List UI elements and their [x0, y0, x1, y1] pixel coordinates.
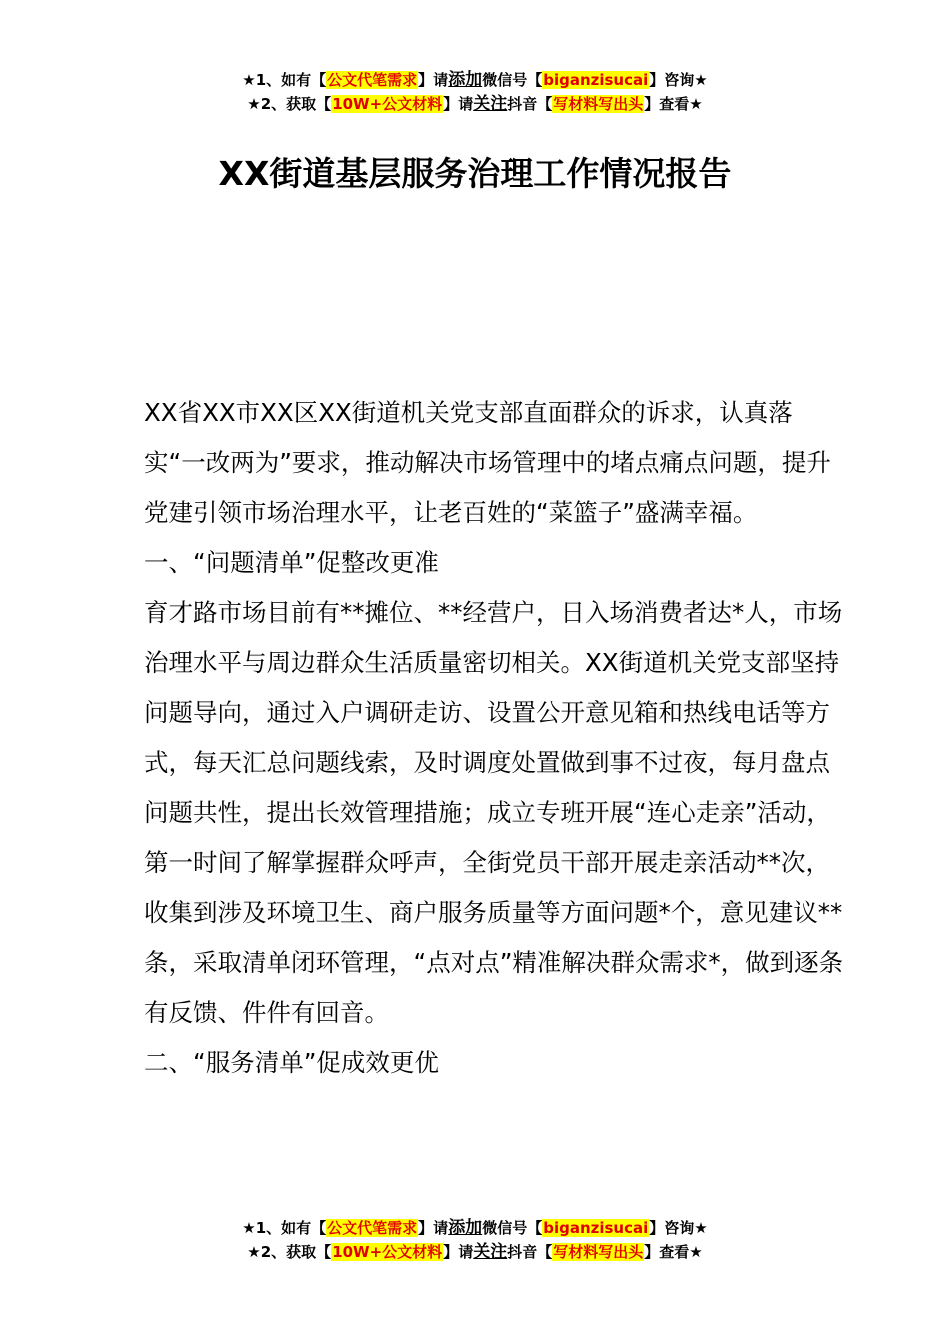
- promo-highlight: 10W+公文材料: [332, 95, 443, 113]
- promo-text: 微信号【: [482, 71, 543, 89]
- promo-suffix: 】咨询★: [649, 71, 708, 89]
- promo-text: 】请: [418, 1219, 449, 1237]
- promo-suffix: 】咨询★: [649, 1219, 708, 1237]
- body-paragraph: XX省XX市XX区XX街道机关党支部直面群众的诉求，认真落实“一改两为”要求，推动解决市场管理中的堵点痛点问题，提升党建引领市场治理水平，让老百姓的“菜篮子”盛满幸福。: [144, 398, 831, 527]
- promo-underline: 添加: [448, 1218, 483, 1238]
- promo-suffix: 】查看★: [644, 95, 703, 113]
- promo-text: 】请: [418, 71, 449, 89]
- promo-highlight: 公文代笔需求: [327, 71, 418, 89]
- promo-highlight: 公文代笔需求: [327, 1219, 418, 1237]
- body-paragraph: 育才路市场目前有**摊位、**经营户，日入场消费者达*人，市场治理水平与周边群众生活质量密切相关。XX街道机关党支部坚持问题导向，通过入户调研走访、设置公开意见箱和热线电话等方式，每天汇总问题线索，及时调度处置做到事不过夜，每月盘点问题共性，提出长效管理措施；成立专班开展“连心走亲”活动，第一时间了解掌握群众呼声，全街党员干部开展走亲活动**次，收集到涉及环境卫生、商户服务质量等方面问题*个，意见建议**条，采取清单闭环管理，“点对点”精准解决群众需求*，做到逐条有反馈、件件有回音。: [144, 598, 844, 1027]
- promo-text: 抖音【: [507, 1243, 553, 1261]
- promo-douyin-id: 写材料写出头: [553, 1243, 644, 1261]
- promo-line-1: [0, 68, 950, 92]
- document-body: [144, 388, 844, 1088]
- promo-prefix: ★1、如有【: [242, 71, 327, 89]
- promo-wechat-id: biganzisucai: [543, 1219, 649, 1237]
- promo-line-1: [0, 1216, 950, 1240]
- promo-text: 抖音【: [507, 95, 553, 113]
- promo-underline: 关注: [473, 94, 508, 114]
- promo-wechat-id: biganzisucai: [543, 71, 649, 89]
- promo-line-2: [0, 92, 950, 116]
- promo-suffix: 】查看★: [644, 1243, 703, 1261]
- promo-text: 微信号【: [482, 1219, 543, 1237]
- promo-prefix: ★1、如有【: [242, 1219, 327, 1237]
- promo-underline: 关注: [473, 1242, 508, 1262]
- promo-banner-top: [0, 68, 950, 116]
- promo-text: 】请: [443, 95, 474, 113]
- promo-highlight: 10W+公文材料: [332, 1243, 443, 1261]
- document-title: XX街道基层服务治理工作情况报告: [218, 154, 732, 193]
- promo-text: 】请: [443, 1243, 474, 1261]
- section-heading: 二、“服务清单”促成效更优: [144, 1048, 439, 1077]
- promo-underline: 添加: [448, 70, 483, 90]
- section-heading: 一、“问题清单”促整改更准: [144, 548, 439, 577]
- promo-line-2: [0, 1240, 950, 1264]
- promo-prefix: ★2、获取【: [247, 95, 332, 113]
- promo-prefix: ★2、获取【: [247, 1243, 332, 1261]
- promo-douyin-id: 写材料写出头: [553, 95, 644, 113]
- promo-banner-bottom: [0, 1216, 950, 1264]
